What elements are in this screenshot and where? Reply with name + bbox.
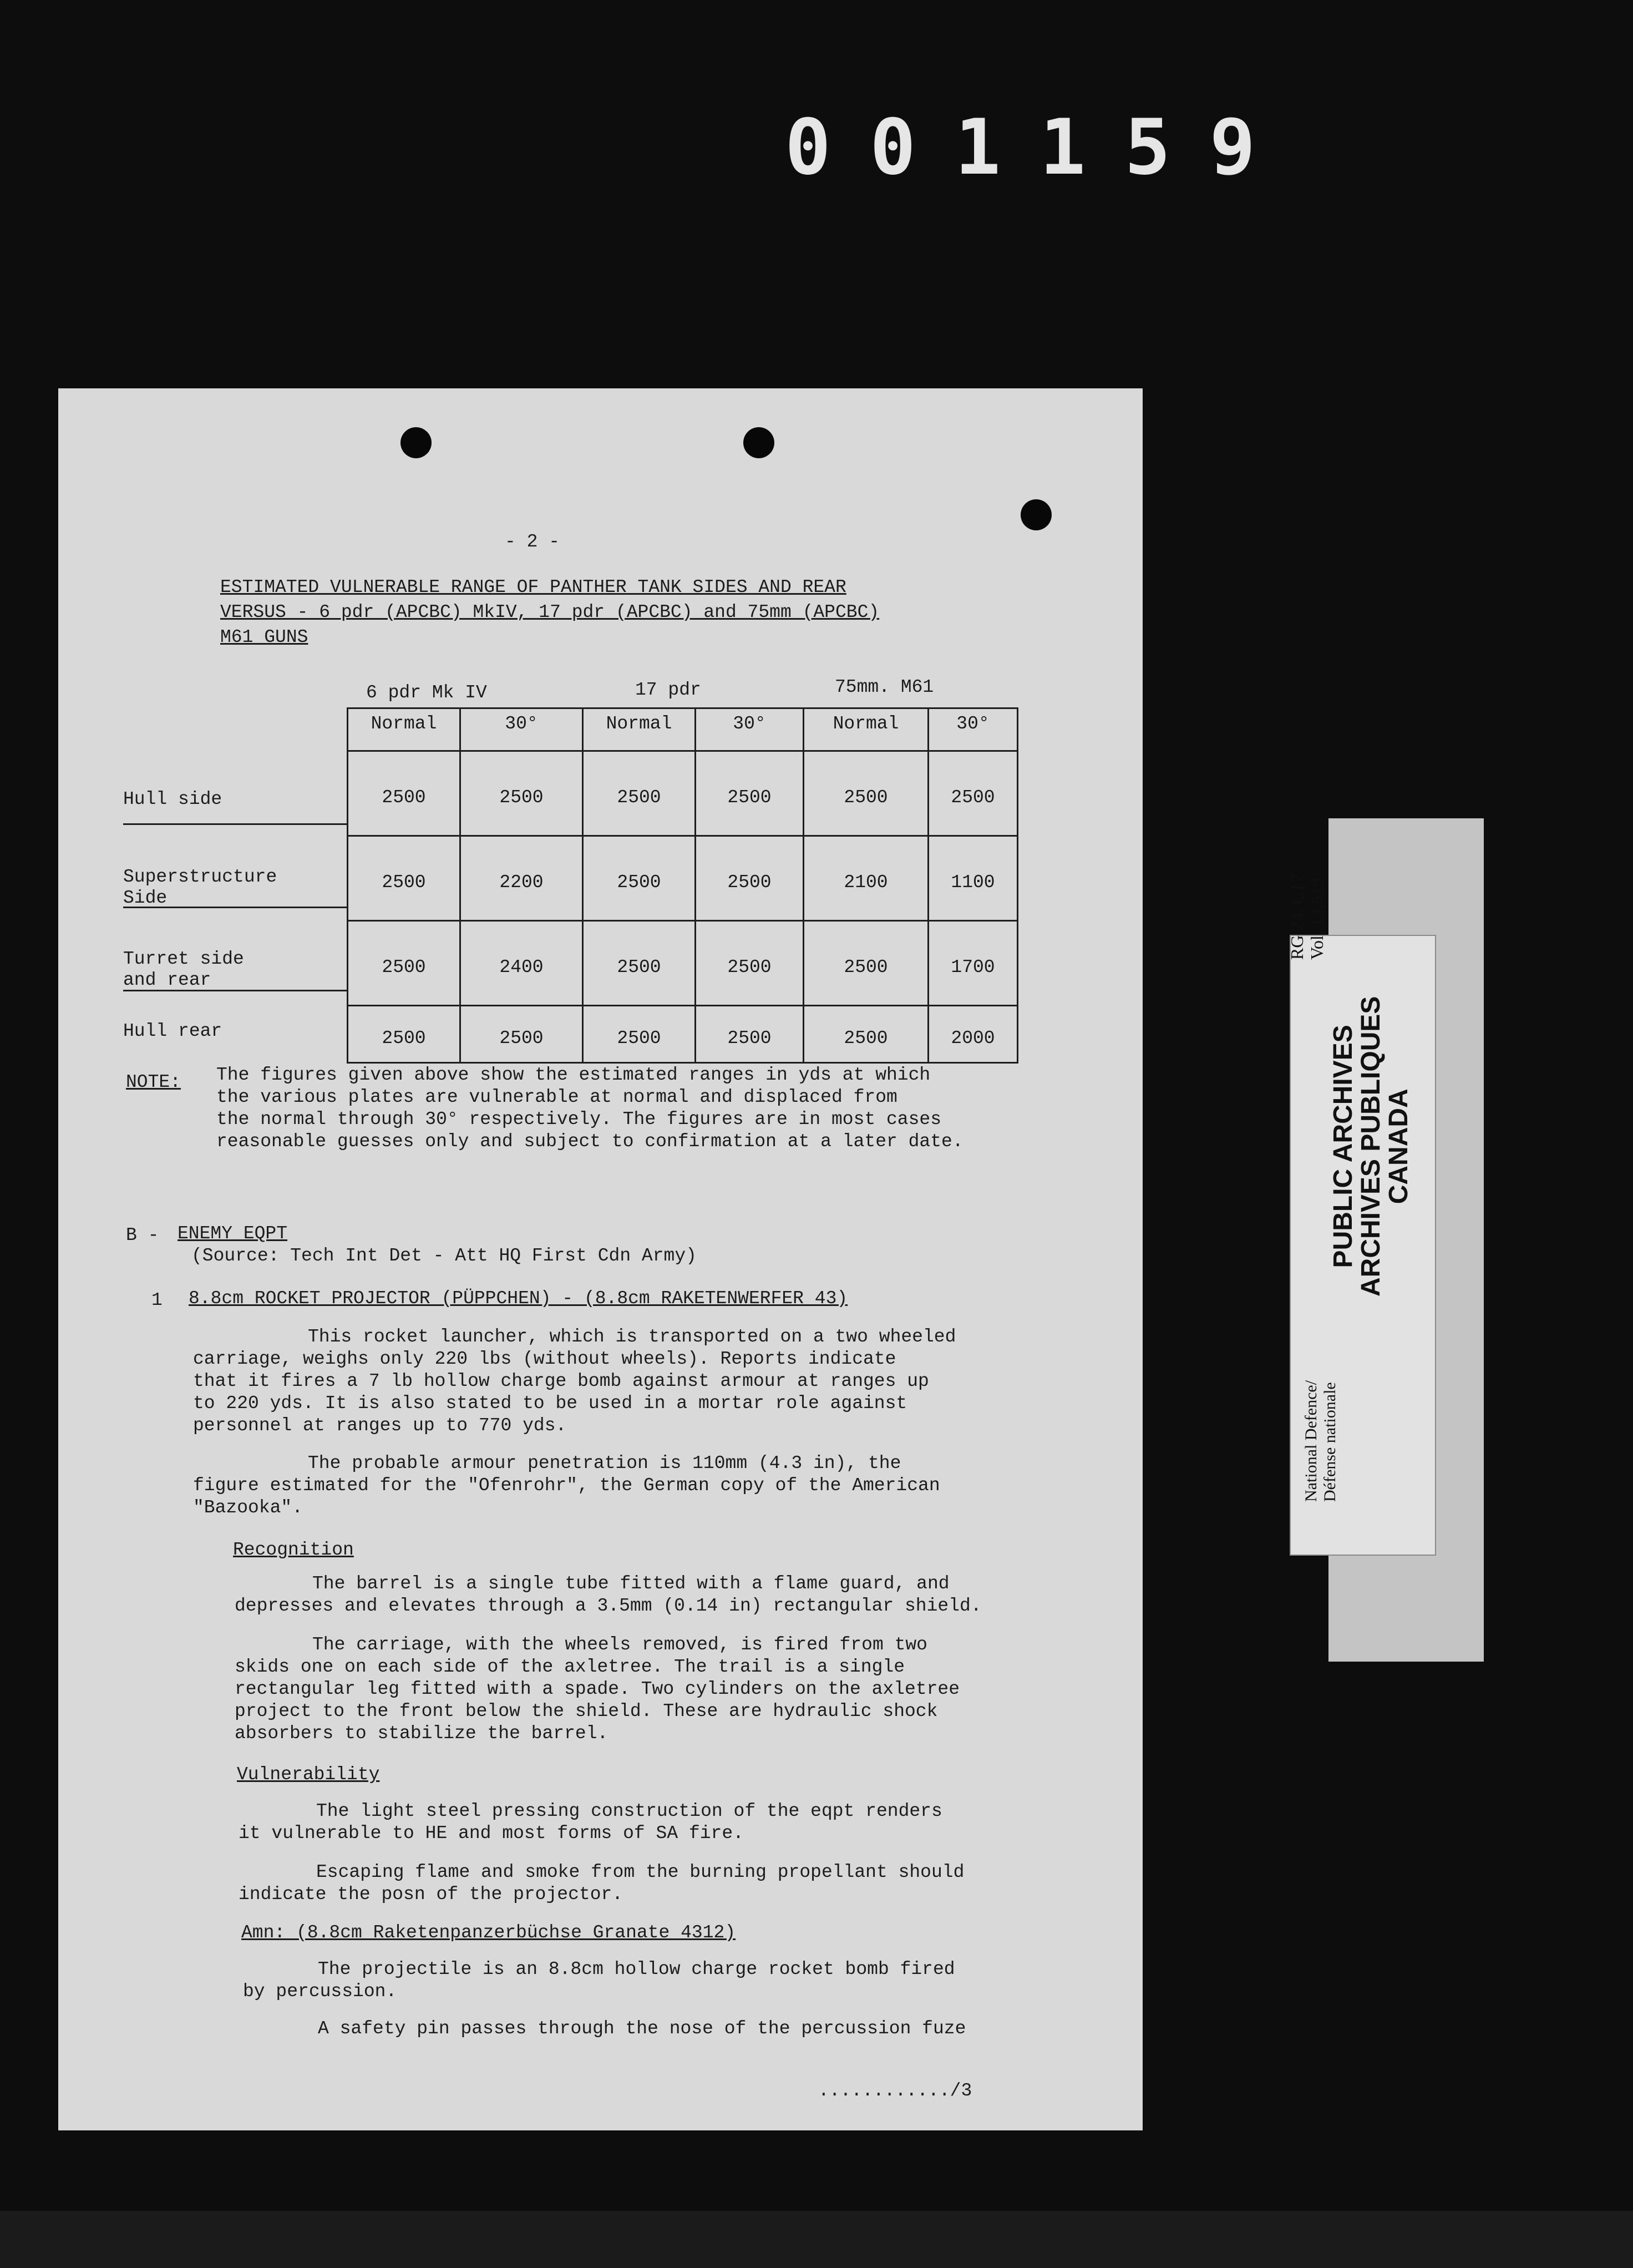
- note-text: [216, 1064, 963, 1153]
- row-divider: [123, 990, 348, 991]
- item-1-heading: 8.8cm ROCKET PROJECTOR (PÜPPCHEN) - (8.8cm RAKETENWERFER 43): [189, 1288, 848, 1309]
- subheader-cell: Normal: [348, 708, 460, 751]
- item-1-number: 1: [151, 1290, 163, 1310]
- row-label-superstructure: Superstructure: [123, 867, 277, 887]
- table-title-line-2: VERSUS - 6 pdr (APCBC) MkIV, 17 pdr (APCBC) and 75mm (APCBC): [220, 602, 880, 622]
- subheader-cell: Normal: [804, 708, 929, 751]
- note-line: reasonable guesses only and subject to confirmation at a later date.: [216, 1131, 963, 1152]
- value-cell: 2500: [696, 921, 804, 1006]
- value-cell: 2500: [696, 751, 804, 836]
- record-group-reference: RG 24, C17 Vol. 13,619: [1287, 874, 1327, 960]
- subheader-cell: 30°: [929, 708, 1018, 751]
- value-cell: 2500: [583, 751, 696, 836]
- row-label-hull-rear: Hull rear: [123, 1021, 222, 1041]
- value-cell: 2100: [804, 836, 929, 921]
- note-line: the various plates are vulnerable at normal and displaced from: [216, 1087, 897, 1107]
- subheader-cell: Normal: [583, 708, 696, 751]
- punch-hole: [400, 427, 432, 458]
- subheader-cell: 30°: [460, 708, 583, 751]
- gun-header-17pdr: 17 pdr: [635, 680, 701, 700]
- recognition-para-2: The carriage, with the wheels removed, is fired from two skids one on each side of the axletree. The trail is a single rectangular leg fitted with a spade. Two cylinders on the axletree project to the front below the shield. These are hydraulic shock absorbers to stabilize the barrel.: [235, 1634, 960, 1744]
- row-divider: [123, 823, 348, 825]
- recognition-para-1: The barrel is a single tube fitted with a flame guard, and depresses and elevates through a 3.5mm (0.14 in) rectangular shield.: [235, 1573, 982, 1616]
- value-cell: 2500: [583, 1006, 696, 1063]
- value-cell: 2200: [460, 836, 583, 921]
- film-bottom-band: [0, 2211, 1633, 2268]
- gun-header-75mm: 75mm. M61: [835, 677, 934, 697]
- value-cell: 2500: [348, 751, 460, 836]
- row-label-turret: Turret side: [123, 949, 244, 969]
- vulnerability-para-2: Escaping flame and smoke from the burning propellant should indicate the posn of the projector.: [239, 1862, 965, 1905]
- vulnerability-table: [347, 707, 1018, 1064]
- section-b-heading: ENEMY EQPT: [178, 1223, 288, 1244]
- note-line: the normal through 30° respectively. The figures are in most cases: [216, 1109, 942, 1130]
- archives-canada-label: PUBLIC ARCHIVES ARCHIVES PUBLIQUES CANADA: [1328, 996, 1413, 1297]
- punch-hole: [1021, 499, 1052, 530]
- row-label-hull-side: Hull side: [123, 789, 222, 809]
- value-cell: 2500: [804, 751, 929, 836]
- item-1-para-2: The probable armour penetration is 110mm (4.3 in), the figure estimated for the "Ofenrohr", the German copy of the American "Bazooka".: [193, 1453, 940, 1518]
- note-label: NOTE:: [126, 1072, 181, 1092]
- vulnerability-heading: Vulnerability: [237, 1764, 380, 1785]
- value-cell: 2500: [348, 836, 460, 921]
- punch-hole: [743, 427, 774, 458]
- subheader-cell: 30°: [696, 708, 804, 751]
- table-title-line-1: ESTIMATED VULNERABLE RANGE OF PANTHER TANK SIDES AND REAR: [220, 577, 846, 598]
- value-cell: 2000: [929, 1006, 1018, 1063]
- value-cell: 2500: [804, 921, 929, 1006]
- ammn-para-1: The projectile is an 8.8cm hollow charge rocket bomb fired by percussion.: [243, 1959, 955, 2002]
- value-cell: 2500: [929, 751, 1018, 836]
- vulnerability-para-1: The light steel pressing construction of the eqpt renders it vulnerable to HE and most forms of SA fire.: [239, 1801, 942, 1844]
- item-1-para-1: This rocket launcher, which is transported on a two wheeled carriage, weighs only 220 lbs (without wheels). Reports indicate that it fires a 7 lb hollow charge bomb against armour at ranges up to 220 yds. It is also stated to be used in a mortar role against personnel at ranges up to 770 yds.: [193, 1327, 956, 1436]
- value-cell: 2500: [583, 921, 696, 1006]
- section-b-prefix: B -: [126, 1225, 159, 1246]
- note-line: The figures given above show the estimated ranges in yds at which: [216, 1065, 931, 1085]
- table-title-line-3: M61 GUNS: [220, 627, 308, 647]
- document-page: [58, 388, 1143, 2130]
- value-cell: 2500: [460, 1006, 583, 1063]
- value-cell: 1100: [929, 836, 1018, 921]
- continuation-marker: ............/3: [818, 2080, 972, 2101]
- row-label-superstructure: Side: [123, 888, 168, 908]
- ammn-heading: Amn: (8.8cm Raketenpanzerbüchse Granate 4312): [241, 1922, 736, 1943]
- value-cell: 2500: [696, 1006, 804, 1063]
- recognition-heading: Recognition: [233, 1540, 354, 1560]
- row-divider: [123, 907, 348, 908]
- value-cell: 2500: [583, 836, 696, 921]
- value-cell: 2500: [696, 836, 804, 921]
- value-cell: 2500: [460, 751, 583, 836]
- archive-label-card: [1287, 818, 1484, 1662]
- microfilm-frame-number: 001159: [785, 103, 1295, 192]
- value-cell: 1700: [929, 921, 1018, 1006]
- value-cell: 2400: [460, 921, 583, 1006]
- value-cell: 2500: [804, 1006, 929, 1063]
- value-cell: 2500: [348, 1006, 460, 1063]
- page-number: - 2 -: [505, 531, 560, 552]
- ammn-para-2: A safety pin passes through the nose of the percussion fuze: [318, 2018, 966, 2039]
- section-b-source: (Source: Tech Int Det - Att HQ First Cdn Army): [191, 1246, 697, 1266]
- archive-label: [1290, 935, 1436, 1556]
- department-label: National Defence/ Défense nationale: [1302, 1380, 1339, 1502]
- value-cell: 2500: [348, 921, 460, 1006]
- row-label-turret: and rear: [123, 970, 211, 990]
- gun-header-6pdr: 6 pdr Mk IV: [366, 682, 487, 703]
